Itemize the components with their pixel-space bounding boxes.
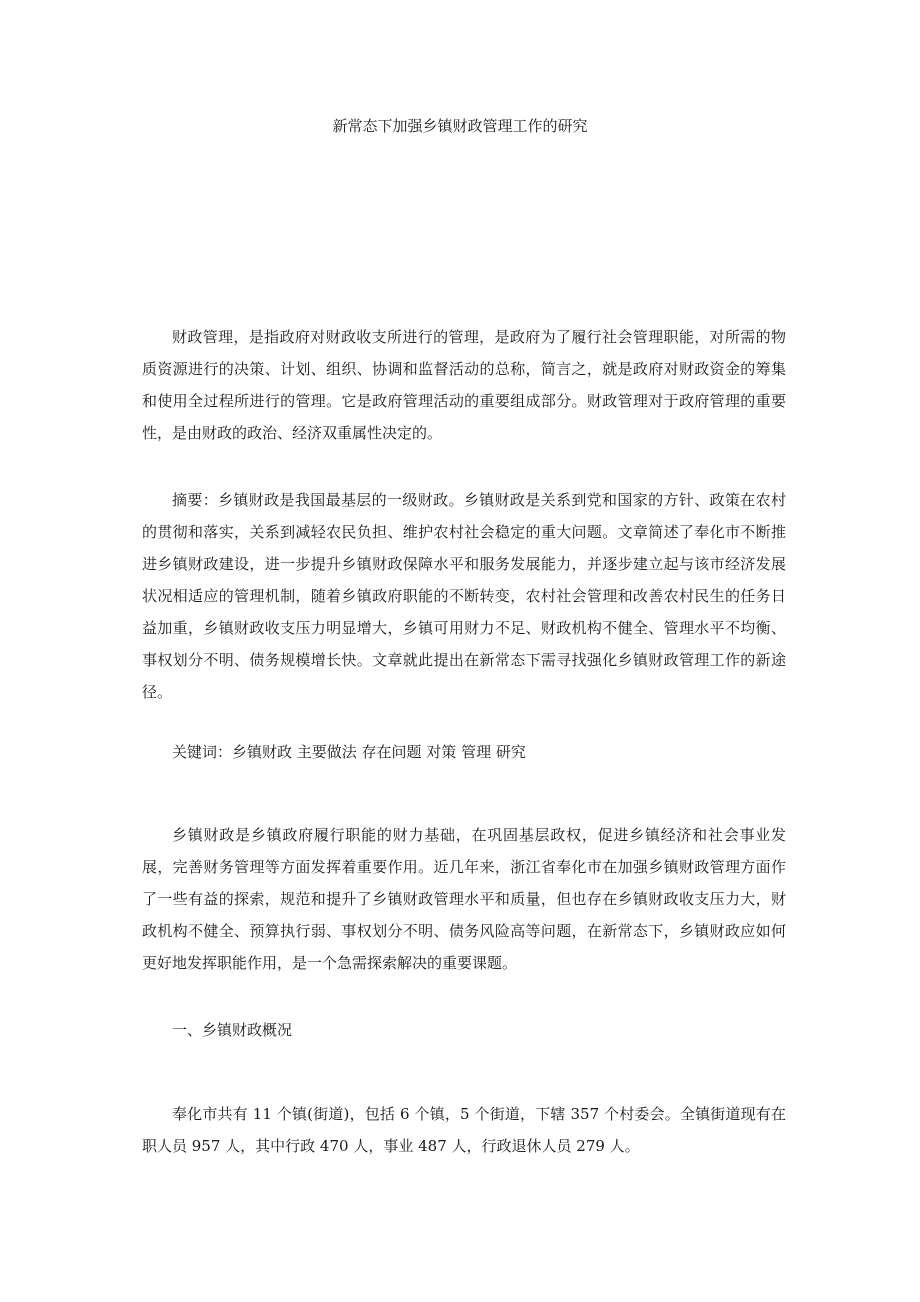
keywords-paragraph: 关键词：乡镇财政 主要做法 存在问题 对策 管理 研究	[172, 743, 526, 761]
abstract-paragraph: 摘要：乡镇财政是我国最基层的一级财政。乡镇财政是关系到党和国家的方针、政策在农村的贯彻和落实，关系到减轻农民负担、维护农村社会稳定的重大问题。文章简述了奉化市不断推进乡镇财政建设，进一步提升乡镇财政保障水平和服务发展能力，并逐步建立起与该市经济发展状况相适应的管理机制，随着乡镇政府职能的不断转变，农村社会管理和改善农村民生的任务日益加重，乡镇财政收支压力明显增大，乡镇可用财力不足、财政机构不健全、管理水平不均衡、事权划分不明、债务规模增长快。文章就此提出在新常态下需寻找强化乡镇财政管理工作的新途径。	[142, 491, 786, 701]
body-paragraph: 乡镇财政是乡镇政府履行职能的财力基础，在巩固基层政权，促进乡镇经济和社会事业发展，完善财务管理等方面发挥着重要作用。近几年来，浙江省奉化市在加强乡镇财政管理方面作了一些有益的探索，规范和提升了乡镇财政管理水平和质量，但也存在乡镇财政收支压力大，财政机构不健全、预算执行弱、事权划分不明、债务风险高等问题，在新常态下，乡镇财政应如何更好地发挥职能作用，是一个急需探索解决的重要课题。	[142, 826, 786, 972]
document-title: 新常态下加强乡镇财政管理工作的研究	[332, 117, 588, 135]
body-paragraph: 奉化市共有 11 个镇(街道)，包括 6 个镇，5 个街道，下辖 357 个村委会。全镇街道现有在职人员 957 人，其中行政 470 人，事业 487 人，行政退休人员 279 人。	[142, 1105, 786, 1155]
intro-paragraph: 财政管理，是指政府对财政收支所进行的管理，是政府为了履行社会管理职能，对所需的物质资源进行的决策、计划、组织、协调和监督活动的总称，简言之，就是政府对财政资金的筹集和使用全过程所进行的管理。它是政府管理活动的重要组成部分。财政管理对于政府管理的重要性，是由财政的政治、经济双重属性决定的。	[142, 328, 786, 442]
section-heading: 一、乡镇财政概况	[172, 1021, 293, 1039]
